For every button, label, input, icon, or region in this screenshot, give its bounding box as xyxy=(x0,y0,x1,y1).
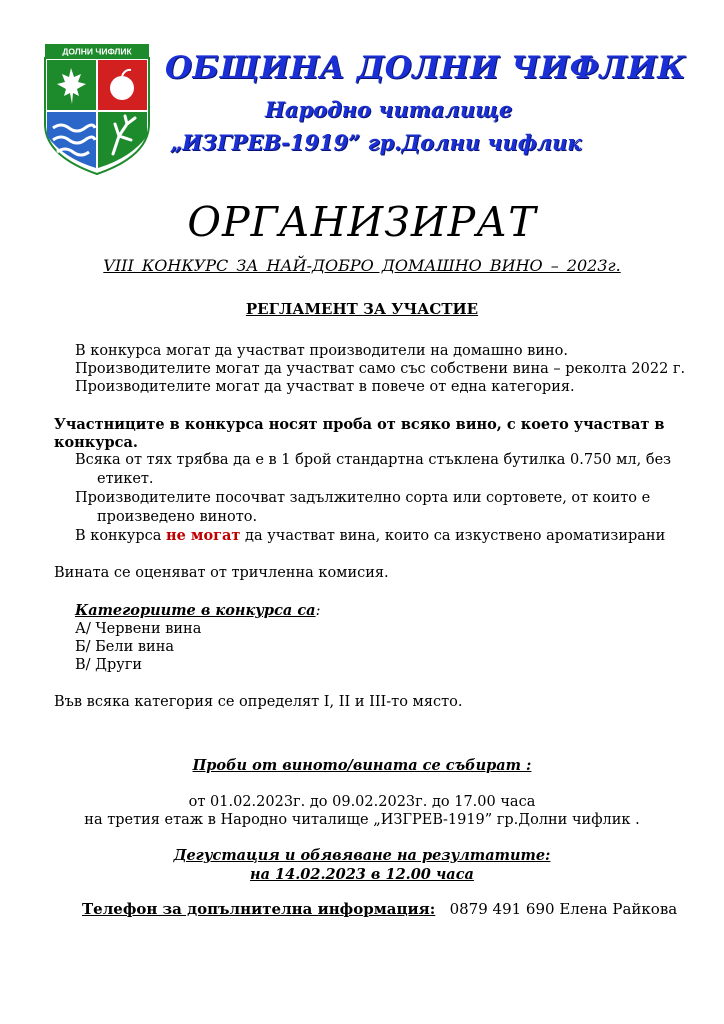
organize-heading: ОРГАНИЗИРАТ xyxy=(187,198,537,246)
categories-title-colon: : xyxy=(315,603,321,619)
rule-1: В конкурса могат да участват производители на домашно вино. xyxy=(75,343,569,359)
sample-bottle-line-2: етикет. xyxy=(97,471,154,487)
regulation-heading: РЕГЛАМЕНТ ЗА УЧАСТИЕ xyxy=(245,300,479,318)
tasting-datetime: на 14.02.2023 в 12.00 часа xyxy=(250,866,474,883)
community-center-label: Народно читалище xyxy=(265,97,513,122)
contest-title: VIII КОНКУРС ЗА НАЙ-ДОБРО ДОМАШНО ВИНО – 2023г. xyxy=(103,256,621,275)
contact-line xyxy=(82,900,677,918)
commission-text: Вината се оценяват от тричленна комисия. xyxy=(54,565,389,581)
rule-3: Производителите могат да участват в повече от една категория. xyxy=(75,379,575,395)
municipality-crest-logo xyxy=(43,44,151,176)
sample-bottle-line-1: Всяка от тях трябва да е в 1 брой стандартна стъклена бутилка 0.750 мл, без xyxy=(75,452,672,468)
category-white: Б/ Бели вина xyxy=(75,639,175,655)
tasting-title: Дегустация и обявяване на резултатите: xyxy=(173,847,551,864)
restriction-emphasis: не могат xyxy=(165,527,241,544)
categories-title xyxy=(75,602,320,619)
categories-title-text: Категориите в конкурса са xyxy=(75,602,316,619)
collection-place: на третия етаж в Народно читалище „ИЗГРЕВ-1919” гр.Долни чифлик . xyxy=(84,812,640,828)
crest-banner-text: ДОЛНИ ЧИФЛИК xyxy=(62,46,132,57)
rule-2: Производителите могат да участват само със собствени вина – реколта 2022 г. xyxy=(75,361,686,377)
sample-intro-line-1: Участниците в конкурса носят проба от всяко вино, с което участват в xyxy=(54,416,665,433)
apple-icon xyxy=(110,76,134,100)
sample-restriction xyxy=(75,527,665,544)
restriction-prefix: В конкурса xyxy=(75,528,166,544)
sample-variety-line-2: произведено виното. xyxy=(97,509,258,525)
municipality-title: ОБЩИНА ДОЛНИ ЧИФЛИК xyxy=(165,50,686,86)
category-red: А/ Червени вина xyxy=(75,621,202,637)
sample-variety-line-1: Производителите посочват задължително сорта или сортовете, от които е xyxy=(75,490,651,506)
contact-value: 0879 491 690 Елена Райкова xyxy=(449,900,678,918)
sample-intro-line-2: конкурса. xyxy=(54,434,138,451)
contact-label: Телефон за допълнителна информация: xyxy=(82,900,436,918)
collection-dates: от 01.02.2023г. до 09.02.2023г. до 17.00 часа xyxy=(188,794,536,810)
places-text: Във всяка категория се определят I, II и III-то място. xyxy=(54,694,463,710)
collection-title: Проби от виното/вината се събират : xyxy=(192,757,532,774)
community-center-name: „ИЗГРЕВ-1919” гр.Долни чифлик xyxy=(170,130,582,155)
category-other: В/ Други xyxy=(75,657,143,673)
restriction-suffix: да участват вина, които са изкуствено ароматизирани xyxy=(240,528,666,544)
